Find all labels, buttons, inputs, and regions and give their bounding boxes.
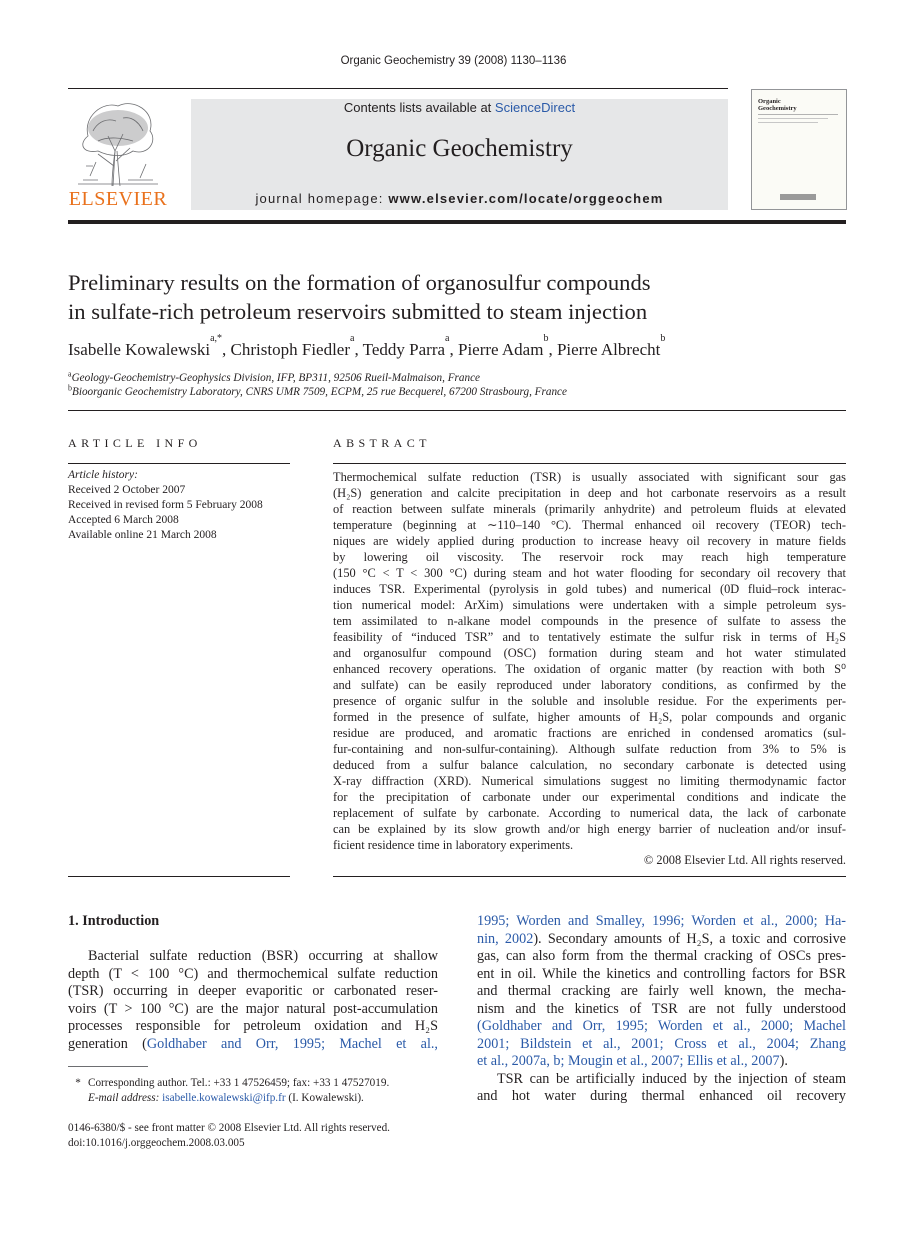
citation-link[interactable]: et al., 2007a, b; Mougin et al., 2007; Ellis et al., 2007	[477, 1053, 780, 1069]
abstract-line: X-ray diffraction (XRD). Numerical simulations suggest no limiting thermodynamic factor	[333, 774, 846, 788]
body-line: depth (T < 100 °C) and thermochemical sulfate reduction	[68, 965, 438, 982]
affiliation: $^b$Bioorganic Geochemistry Laboratory, CNRS UMR 7509, ECPM, 25 rue Becquerel, 67200 Strasbourg, France	[68, 383, 567, 398]
footnote-email: E-mail address: isabelle.kowalewski@ifp.fr (I. Kowalewski).	[88, 1092, 364, 1104]
abstract-line: Thermochemical sulfate reduction (TSR) is usually associated with significant sour gas	[333, 470, 846, 484]
abstract-line: feasibility of “induced TSR” and to tentatively estimate the sulfur risk in terms of H₂S	[333, 630, 846, 644]
author-affiliation-mark: a	[445, 333, 450, 345]
abstract-line: tion numerical model: ArXim) simulations were undertaken with a simple petroleum sys-	[333, 598, 846, 612]
body-line: ent in oil. While the kinetics and controlling factors for BSR	[477, 965, 846, 982]
author-affiliation-mark: b	[543, 333, 549, 345]
body-line: nism and the kinetics of TSR are not fully understood	[477, 1000, 846, 1017]
article-info-rule	[68, 463, 290, 464]
author[interactable]: Teddy Parra$^a$	[362, 333, 450, 359]
contents-line	[191, 100, 728, 115]
author-affiliation-mark: a	[350, 333, 355, 345]
article-title-line-2: in sulfate-rich petroleum reservoirs submitted to steam injection	[68, 299, 648, 324]
citation-link[interactable]: 1995; Worden and Smalley, 1996; Worden et al., 2000; Ha-	[477, 913, 846, 929]
body-text: ). Secondary amounts of H₂S, a toxic and corrosive	[533, 930, 846, 947]
abstract-line: and sulfate) can be easily reproduced under laboratory conditions, as confirmed by the	[333, 678, 846, 692]
body-line: voirs (T > 100 °C) are the major natural post-accumulation	[68, 1000, 438, 1017]
body-text: generation (	[68, 1035, 147, 1052]
journal-title: Organic Geochemistry	[346, 135, 573, 162]
author[interactable]: Christoph Fiedler$^a$	[230, 333, 355, 359]
doi[interactable]: doi:10.1016/j.orggeochem.2008.03.005	[68, 1137, 245, 1149]
body-text: ).	[779, 1053, 788, 1069]
author-affiliation-mark: b	[660, 333, 666, 345]
abstract-line: enhanced recovery operations. The oxidation of organic matter (by reaction with both S⁰	[333, 662, 846, 676]
homepage-line	[191, 191, 728, 206]
history-online: Available online 21 March 2008	[68, 529, 217, 541]
front-matter: 0146-6380/$ - see front matter © 2008 Elsevier Ltd. All rights reserved.	[68, 1122, 390, 1134]
abstract-line: (150 °C < T < 300 °C) during steam and hot water flooding for secondary oil recovery that	[333, 566, 846, 580]
body-line: and thermal cracking are fairly well known, the mecha-	[477, 983, 846, 999]
cover-text-block	[758, 114, 838, 123]
abstract-bottom-rule	[333, 876, 846, 877]
affiliation-mark: a	[68, 369, 72, 379]
footnote-rule	[68, 1066, 148, 1067]
abstract-line: of reaction between sulfate minerals (primarily anhydrite) and petroleum fluids at elevated	[333, 502, 846, 516]
footnote-mark: *	[75, 1077, 81, 1089]
abstract-line: residue are produced, and aromatic fractions are enriched in condensed aromatics (sul-	[333, 726, 846, 740]
history-received: Received 2 October 2007	[68, 484, 186, 496]
running-head: Organic Geochemistry 39 (2008) 1130–1136	[340, 55, 567, 67]
elsevier-logo	[68, 96, 168, 212]
abstract-line: temperature (beginning at ∼110–140 °C). Thermal enhanced oil recovery (TEOR) tech-	[333, 518, 846, 532]
cover-title: Organic Geochemistry	[758, 98, 797, 112]
abstract-heading: ABSTRACT	[333, 436, 431, 450]
abstract-line: replacement of sulfate by carbonate. According to numerical data, the lack of carbonate	[333, 806, 846, 820]
abstract-line: presence of organic sulfur in the soluble and insoluble residue. For the experiments per-	[333, 694, 846, 708]
affiliation-mark: b	[68, 383, 72, 393]
email-link[interactable]: isabelle.kowalewski@ifp.fr	[162, 1092, 286, 1104]
abstract-line: (H₂S) generation and calcite precipitation in deep and hot carbonate reservoirs as a result	[333, 486, 846, 500]
abstract-line: deduced from a sulfur balance calculation, no secondary carbonate is detected using	[333, 758, 846, 772]
author-affiliation-mark: a,*	[210, 333, 223, 345]
publisher-wordmark: ELSEVIER	[68, 188, 168, 210]
journal-cover	[751, 89, 847, 210]
abstract-rule	[333, 463, 846, 464]
citation-link[interactable]: Goldhaber and Orr, 1995; Machel et al.,	[146, 1035, 438, 1052]
elsevier-tree-icon	[68, 96, 168, 188]
body-line	[68, 1036, 438, 1054]
abstract-line: fur-containing and non-sulfur-containing). Although sulfate reduction from 3% to 5% is	[333, 742, 846, 756]
history-revised: Received in revised form 5 February 2008	[68, 499, 263, 511]
body-line: processes responsible for petroleum oxidation and H₂S	[68, 1018, 438, 1034]
cover-footer-logo	[780, 194, 816, 200]
abstract-line: by lowering oil viscosity. The reservoir rock may reach high temperature	[333, 550, 846, 564]
affiliation: $^a$Geology-Geochemistry-Geophysics Division, IFP, BP311, 92506 Rueil-Malmaison, France	[68, 369, 481, 384]
article-title	[68, 268, 848, 326]
abstract-line: tem assimilated to n-alkane model compounds in the presence of sulfate to assess the	[333, 614, 846, 628]
article-info-heading: ARTICLE INFO	[68, 436, 202, 450]
author-list: Isabelle Kowalewski$^{a,*}$, Christoph Fiedler$^a$, Teddy Parra$^a$, Pierre Adam$^b$, Pierre Albrecht$^b$	[68, 333, 666, 359]
header-divider	[68, 410, 846, 411]
masthead-banner	[191, 99, 728, 210]
body-line: gas, can also form from the thermal cracking of OSCs pres-	[477, 948, 846, 964]
abstract-line: niques are widely applied during production to increase heavy oil recovery in mature fields	[333, 534, 846, 548]
masthead-bottom-rule	[68, 220, 846, 224]
history-accepted: Accepted 6 March 2008	[68, 514, 179, 526]
body-line: (TSR) occurring in deeper evaporitic or carbonated reser-	[68, 983, 438, 999]
body-line: and hot water during thermal enhanced oil recovery	[477, 1088, 846, 1104]
masthead-top-rule	[68, 88, 728, 89]
article-history	[68, 468, 263, 543]
abstract-line: induces TSR. Experimental (pyrolysis in gold tubes) and numerical (0D fluid–rock interac-	[333, 582, 846, 596]
contents-prefix: Contents lists available at	[343, 100, 495, 115]
copyright-notice: © 2008 Elsevier Ltd. All rights reserved.	[643, 853, 846, 867]
abstract-line: for the precipitation of carbonate under our experimental conditions and indicate the	[333, 790, 846, 804]
citation-link[interactable]: (Goldhaber and Orr, 1995; Worden et al., 2000; Machel	[477, 1018, 846, 1034]
citation-link[interactable]: 2001; Bildstein et al., 2001; Cross et al., 2004; Zhang	[477, 1035, 846, 1052]
section-heading-introduction: 1. Introduction	[68, 913, 160, 929]
abstract-line: ficient residence time in laboratory experiments.	[333, 838, 574, 852]
author[interactable]: Pierre Adam$^b$	[458, 333, 549, 359]
footnote-corresponding: * Corresponding author. Tel.: +33 1 47526459; fax: +33 1 47527019.	[68, 1077, 389, 1089]
sciencedirect-link[interactable]: ScienceDirect	[494, 100, 576, 115]
article-info-bottom-rule	[68, 876, 290, 877]
abstract-line: can be explained by its slow growth and/or high energy barrier of nucleation and/or insuf-	[333, 822, 846, 836]
author[interactable]: Pierre Albrecht$^b$	[556, 333, 666, 359]
body-line	[477, 931, 846, 949]
homepage-prefix: journal homepage:	[255, 191, 389, 206]
citation-link[interactable]: nin, 2002	[477, 930, 534, 947]
abstract-line: and organosulfur compound (OSC) formation during steam and hot water stimulated	[333, 646, 846, 660]
email-label: E-mail address:	[88, 1092, 160, 1104]
homepage-url[interactable]: www.elsevier.com/locate/orggeochem	[388, 191, 664, 206]
abstract-line: formed in the presence of sulfate, higher amounts of H₂S, polar compounds and organic	[333, 710, 846, 724]
article-title-line-1: Preliminary results on the formation of organosulfur compounds	[68, 270, 651, 295]
body-line	[477, 1053, 846, 1071]
author[interactable]: Isabelle Kowalewski$^{a,*}$	[68, 333, 223, 359]
body-line: Bacterial sulfate reduction (BSR) occurring at shallow	[88, 948, 438, 964]
history-label: Article history:	[68, 469, 138, 481]
body-line: TSR can be artificially induced by the injection of steam	[497, 1070, 846, 1087]
